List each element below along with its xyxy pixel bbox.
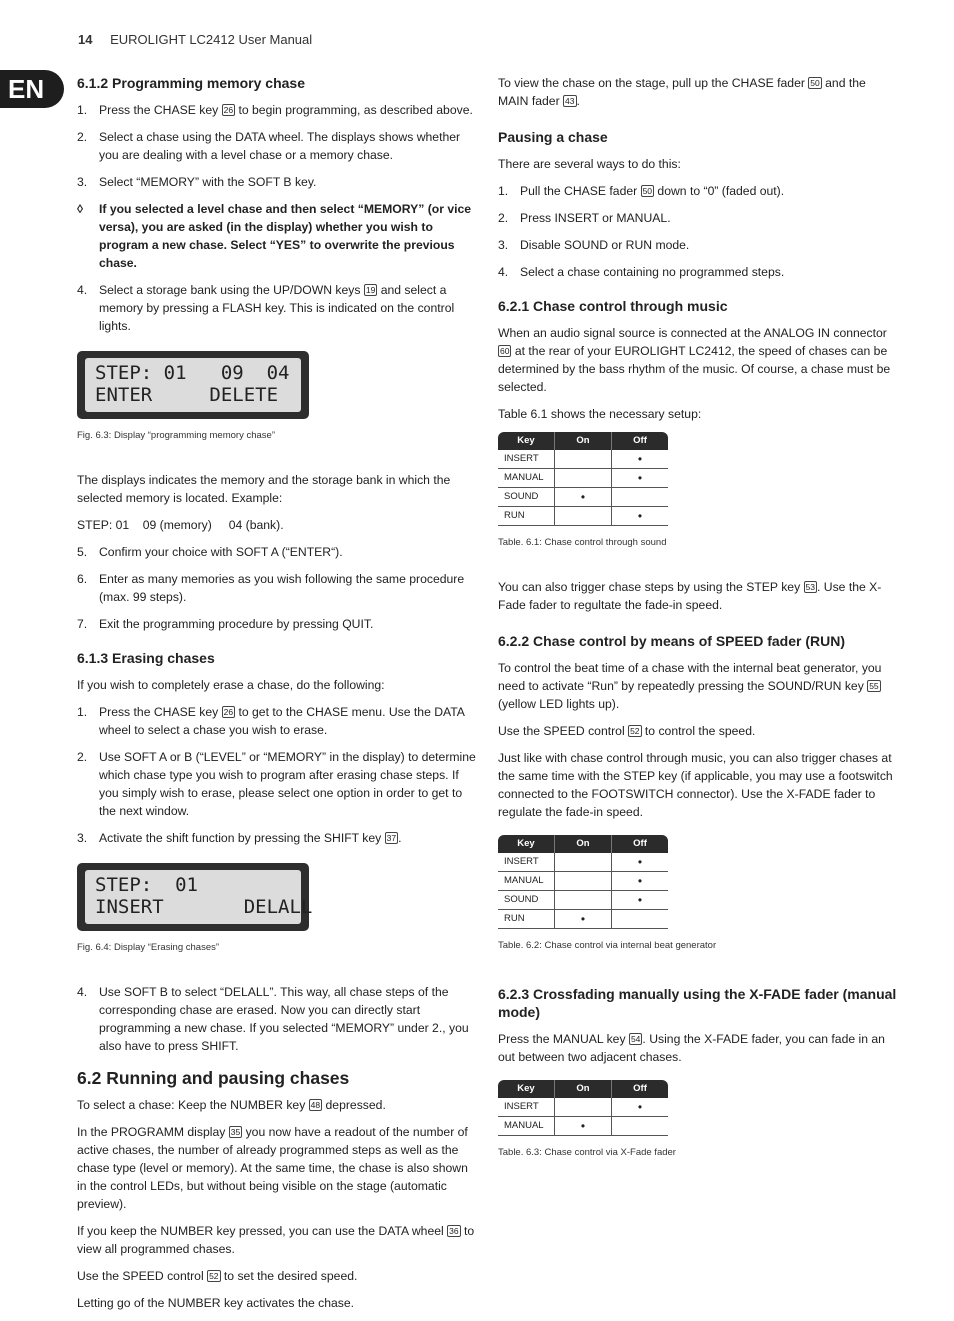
key-ref: 26 — [223, 707, 234, 717]
table-row: INSERT • — [498, 450, 668, 469]
list-item: 4. Use SOFT B to select “DELALL”. This way, all chase steps of the corresponding chase are erased. Now you can directly start programming a new chase. If you selected “MEMORY” under 2., you also have to press SHIFT. — [77, 985, 469, 1053]
list-item: 2. Use SOFT A or B (“LEVEL” or “MEMORY” in the display) to determine which chase type you wish to program after erasing chase steps. If you simply wish to erase, please select one option in order to get to the next window. — [77, 750, 476, 818]
list-item: 3. Activate the shift function by pressing the SHIFT key 37 . — [77, 831, 402, 845]
table-caption: Table. 6.1: Chase control through sound — [498, 537, 667, 548]
list-item: 1. Press the CHASE key 26 to get to the CHASE menu. Use the DATA wheel to select a chase you wish to erase. — [77, 705, 465, 737]
section-heading-6-2-2: 6.2.2 Chase control by means of SPEED fader (RUN) — [498, 633, 845, 649]
section-heading-6-1-2: 6.1.2 Programming memory chase — [77, 75, 305, 91]
paragraph: Use the SPEED control 52 to set the desired speed. — [77, 1269, 358, 1283]
paragraph: There are several ways to do this: — [498, 157, 681, 171]
paragraph: Letting go of the NUMBER key activates the chase. — [77, 1296, 355, 1310]
paragraph: The displays indicates the memory and the storage bank in which the selected memory is located. Example: — [77, 473, 451, 505]
right-column — [498, 74, 898, 1188]
table-caption: Table. 6.3: Chase control via X-Fade fader — [498, 1147, 676, 1158]
column-header: Key — [498, 432, 555, 450]
column-header: Off — [612, 835, 669, 853]
paragraph: STEP: 01 09 (memory) 04 (bank). — [77, 518, 284, 532]
key-ref: 50 — [810, 78, 820, 88]
key-ref: 19 — [365, 285, 376, 295]
key-ref: 50 — [642, 186, 653, 196]
list-item: 5. Confirm your choice with SOFT A (“ENTER“). — [77, 545, 343, 559]
key-ref: 48 — [310, 1100, 321, 1110]
section-heading-6-2-3: 6.2.3 Crossfading manually using the X-FADE fader (manual mode) — [498, 986, 897, 1020]
page-header — [78, 32, 312, 47]
key-ref: 26 — [223, 105, 234, 115]
document-title: EUROLIGHT LC2412 User Manual — [110, 32, 313, 47]
paragraph: To view the chase on the stage, pull up the CHASE fader 50 and the MAIN fader 43 . — [498, 76, 866, 108]
figure-caption: Fig. 6.4: Display “Erasing chases” — [77, 942, 220, 953]
table-caption: Table. 6.2: Chase control via internal beat generator — [498, 940, 717, 951]
key-ref: 60 — [500, 346, 510, 356]
list-item: 4. Select a chase containing no programmed steps. — [498, 265, 785, 279]
key-table-6-3 — [498, 1080, 668, 1136]
paragraph: You can also trigger chase steps by using the STEP key 53 . Use the X-Fade fader to regultate the fade-in speed. — [498, 580, 882, 612]
table-row: SOUND • — [498, 488, 668, 507]
list-item: 2. Press INSERT or MANUAL. — [498, 211, 671, 225]
column-header: Key — [498, 1080, 555, 1098]
section-heading-6-1-3: 6.1.3 Erasing chases — [77, 650, 215, 666]
list-item: 7. Exit the programming procedure by pressing QUIT. — [77, 617, 374, 631]
table-row: INSERT • — [498, 853, 668, 872]
lcd-display-programming: STEP: 01 09 04 ENTER DELETE — [77, 351, 309, 419]
diamond-icon: ◊ — [77, 202, 84, 216]
paragraph: Just like with chase control through music, you can also trigger chases at the same time with the STEP key (if applicable, you may use a footswitch connected to the FOOTSWITCH connector). Use the X-FADE fader to regulate the fade-in speed. — [498, 751, 893, 819]
note: ◊ If you selected a level chase and then select “MEMORY” (or vice versa), you are asked (in the display) whether you wish to program a new chase. Select “YES” to overwrite the previous chase. — [77, 202, 472, 270]
key-ref: 53 — [805, 582, 816, 592]
paragraph: Press the MANUAL key 54 . Using the X-FADE fader, you can fade in an out between two adjacent chases. — [498, 1032, 885, 1064]
table-row: RUN • — [498, 507, 668, 526]
column-header: On — [555, 1080, 612, 1098]
key-ref: 54 — [630, 1034, 641, 1044]
paragraph: To select a chase: Keep the NUMBER key 48 depressed. — [77, 1098, 386, 1112]
left-column — [77, 74, 477, 1321]
paragraph: In the PROGRAMM display 35 you now have a readout of the number of active chases, the number of already programmed steps as well as the chase type (level or memory). At the same time, the chase is also shown in the control LEDs, but without being visible on the stage (automatic preview). — [77, 1125, 468, 1211]
key-ref: 55 — [869, 681, 879, 691]
lcd-display-erasing: STEP: 01 INSERT DELALL — [77, 863, 309, 931]
column-header: Off — [612, 1080, 669, 1098]
key-ref: 52 — [209, 1271, 219, 1281]
paragraph: Table 6.1 shows the necessary setup: — [498, 407, 702, 421]
column-header: On — [555, 835, 612, 853]
paragraph: If you wish to completely erase a chase, do the following: — [77, 678, 385, 692]
key-ref: 43 — [565, 96, 575, 106]
key-ref: 36 — [449, 1226, 459, 1236]
table-row: MANUAL • — [498, 1117, 668, 1136]
table-row: MANUAL • — [498, 872, 668, 891]
figure-caption: Fig. 6.3: Display “programming memory chase” — [77, 430, 275, 441]
paragraph: Use the SPEED control 52 to control the speed. — [498, 724, 756, 738]
list-item: 1. Press the CHASE key 26 to begin programming, as described above. — [77, 103, 473, 117]
section-heading-6-2-1: 6.2.1 Chase control through music — [498, 298, 728, 314]
column-header: Off — [612, 432, 669, 450]
table-row: INSERT • — [498, 1098, 668, 1117]
list-item: 6. Enter as many memories as you wish following the same procedure (max. 99 steps). — [77, 572, 465, 604]
key-ref: 37 — [386, 833, 397, 843]
table-row: RUN • — [498, 910, 668, 929]
table-row: MANUAL • — [498, 469, 668, 488]
key-ref: 35 — [230, 1127, 241, 1137]
section-heading-6-2: 6.2 Running and pausing chases — [77, 1068, 350, 1088]
subheading-pausing: Pausing a chase — [498, 129, 608, 145]
column-header: On — [555, 432, 612, 450]
list-item: 3. Disable SOUND or RUN mode. — [498, 238, 690, 252]
list-item: 2. Select a chase using the DATA wheel. The displays shows whether you are dealing with a level chase or a memory chase. — [77, 130, 461, 162]
list-item: 3. Select “MEMORY” with the SOFT B key. — [77, 175, 317, 189]
key-table-6-2 — [498, 835, 668, 929]
paragraph: To control the beat time of a chase with the internal beat generator, you need to activate “Run” by repeatedly pressing the SOUND/RUN key 55 (yellow LED lights up). — [498, 661, 882, 711]
list-item: 1. Pull the CHASE fader 50 down to “0” (faded out). — [498, 184, 785, 198]
key-ref: 52 — [630, 726, 640, 736]
paragraph: If you keep the NUMBER key pressed, you can use the DATA wheel 36 to view all programmed chases. — [77, 1224, 475, 1256]
list-item: 4. Select a storage bank using the UP/DOWN keys 19 and select a memory by pressing a FLASH key. This is indicated on the control lights. — [77, 283, 455, 333]
page-number: 14 — [78, 32, 93, 47]
language-tab: EN — [0, 70, 64, 108]
key-table-6-1 — [498, 432, 668, 526]
column-header: Key — [498, 835, 555, 853]
paragraph: When an audio signal source is connected at the ANALOG IN connector 60 at the rear of your EUROLIGHT LC2412, the speed of chases can be determined by the bass rhythm of the music. Of course, a chase must be selected. — [498, 326, 891, 394]
table-row: SOUND • — [498, 891, 668, 910]
